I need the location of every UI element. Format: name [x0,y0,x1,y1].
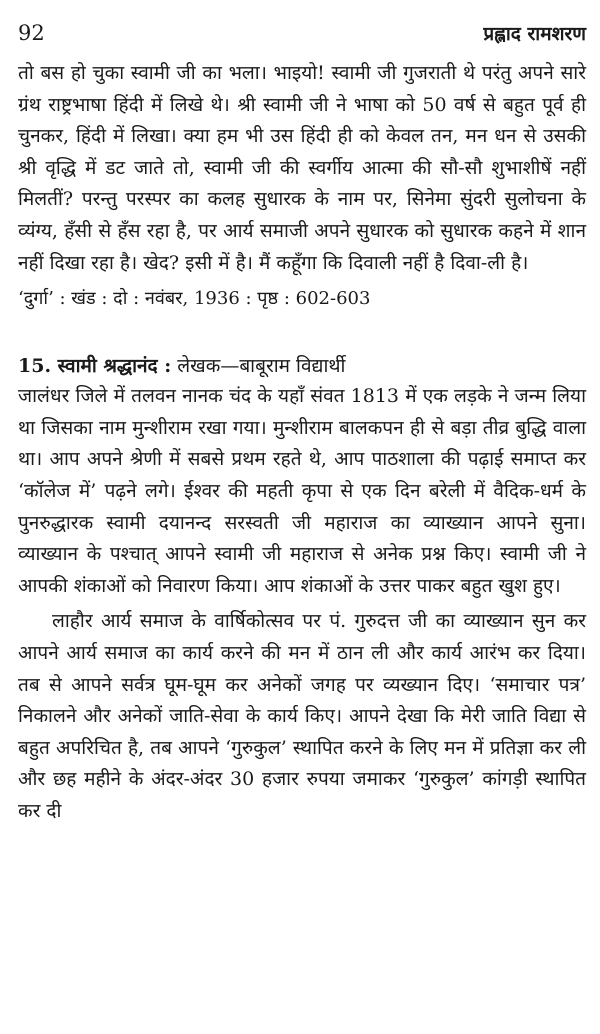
page-number: 92 [18,21,45,45]
running-head: प्रह्लाद रामशरण [483,23,586,45]
section-heading [18,351,586,381]
paragraph-1: तो बस हो चुका स्वामी जी का भला। भाइयो! स्वामी जी गुजराती थे परंतु अपने सारे ग्रंथ राष्ट्रभाषा हिंदी में लिखे थे। श्री स्वामी जी ने भाषा को 50 वर्ष से बहुत पूर्व ही चुनकर, हिंदी में लिखा। क्या हम भी उस हिंदी ही को केवल तन, मन धन से उसकी श्री वृद्धि में डट जाते तो, स्वामी जी की स्वर्गीय आत्मा की सौ-सौ शुभाशीषें नहीं मिलतीं? परन्तु परस्पर का कलह सुधारक के नाम पर, सिनेमा सुंदरी सुलोचना के व्यंग्य, हँसी से हँस रहा है, पर आर्य समाजी अपने सुधारक को सुधारक कहने में शान नहीं दिखा रहा है। खेद? इसी में है। मैं कहूँगा कि दिवाली नहीं है दिवा-ली है। [18,62,586,274]
paragraph-2: जालंधर जिले में तलवन नानक चंद के यहाँ संवत 1813 में एक लड़के ने जन्म लिया था जिसका नाम मुन्शीराम रखा गया। मुन्शीराम बालकपन ही से बड़ा तीव्र बुद्धि वाला था। आप अपने श्रेणी में सबसे प्रथम रहते थे, आप पाठशाला की पढ़ाई समाप्त कर ‘कॉलेज में’ पढ़ने लगे। ईश्वर की महती कृपा से एक दिन बरेली में वैदिक-धर्म के पुनरुद्धारक स्वामी दयानन्द सरस्वती जी महाराज का व्याख्यान आपने सुना। व्याख्यान के पश्चात् आपने स्वामी जी महाराज से अनेक प्रश्न किए। स्वामी जी ने आपकी शंकाओं को निवारण किया। आप शंकाओं के उत्तर पाकर बहुत खुश हुए। [18,385,586,597]
section-number: 15. स्वामी श्रद्धानंद : [18,355,172,378]
section-author: लेखक—बाबूराम विद्यार्थी [171,355,346,378]
citation: ‘दुर्गा’ : खंड : दो : नवंबर, 1936 : पृष्ठ : 602-603 [18,288,371,310]
paragraph-3: लाहौर आर्य समाज के वार्षिकोत्सव पर पं. गुरुदत्त जी का व्याख्यान सुन कर आपने आर्य समाज का कार्य करने की मन में ठान ली और कार्य आरंभ कर दिया। तब से आपने सर्वत्र घूम-घूम कर अनेकों जगह पर व्यख्यान दिए। ‘समाचार पत्र’ निकालने और अनेकों जाति-सेवा के कार्य किए। आपने देखा कि मेरी जाति विद्या से बहुत अपरिचित है, तब आपने ‘गुरुकुल’ स्थापित करने के लिए मन में प्रतिज्ञा कर ली और छह महीने के अंदर-अंदर 30 हजार रुपया जमाकर ‘गुरुकुल’ कांगड़ी स्थापित कर दी [18,610,586,822]
page-header [18,20,586,54]
